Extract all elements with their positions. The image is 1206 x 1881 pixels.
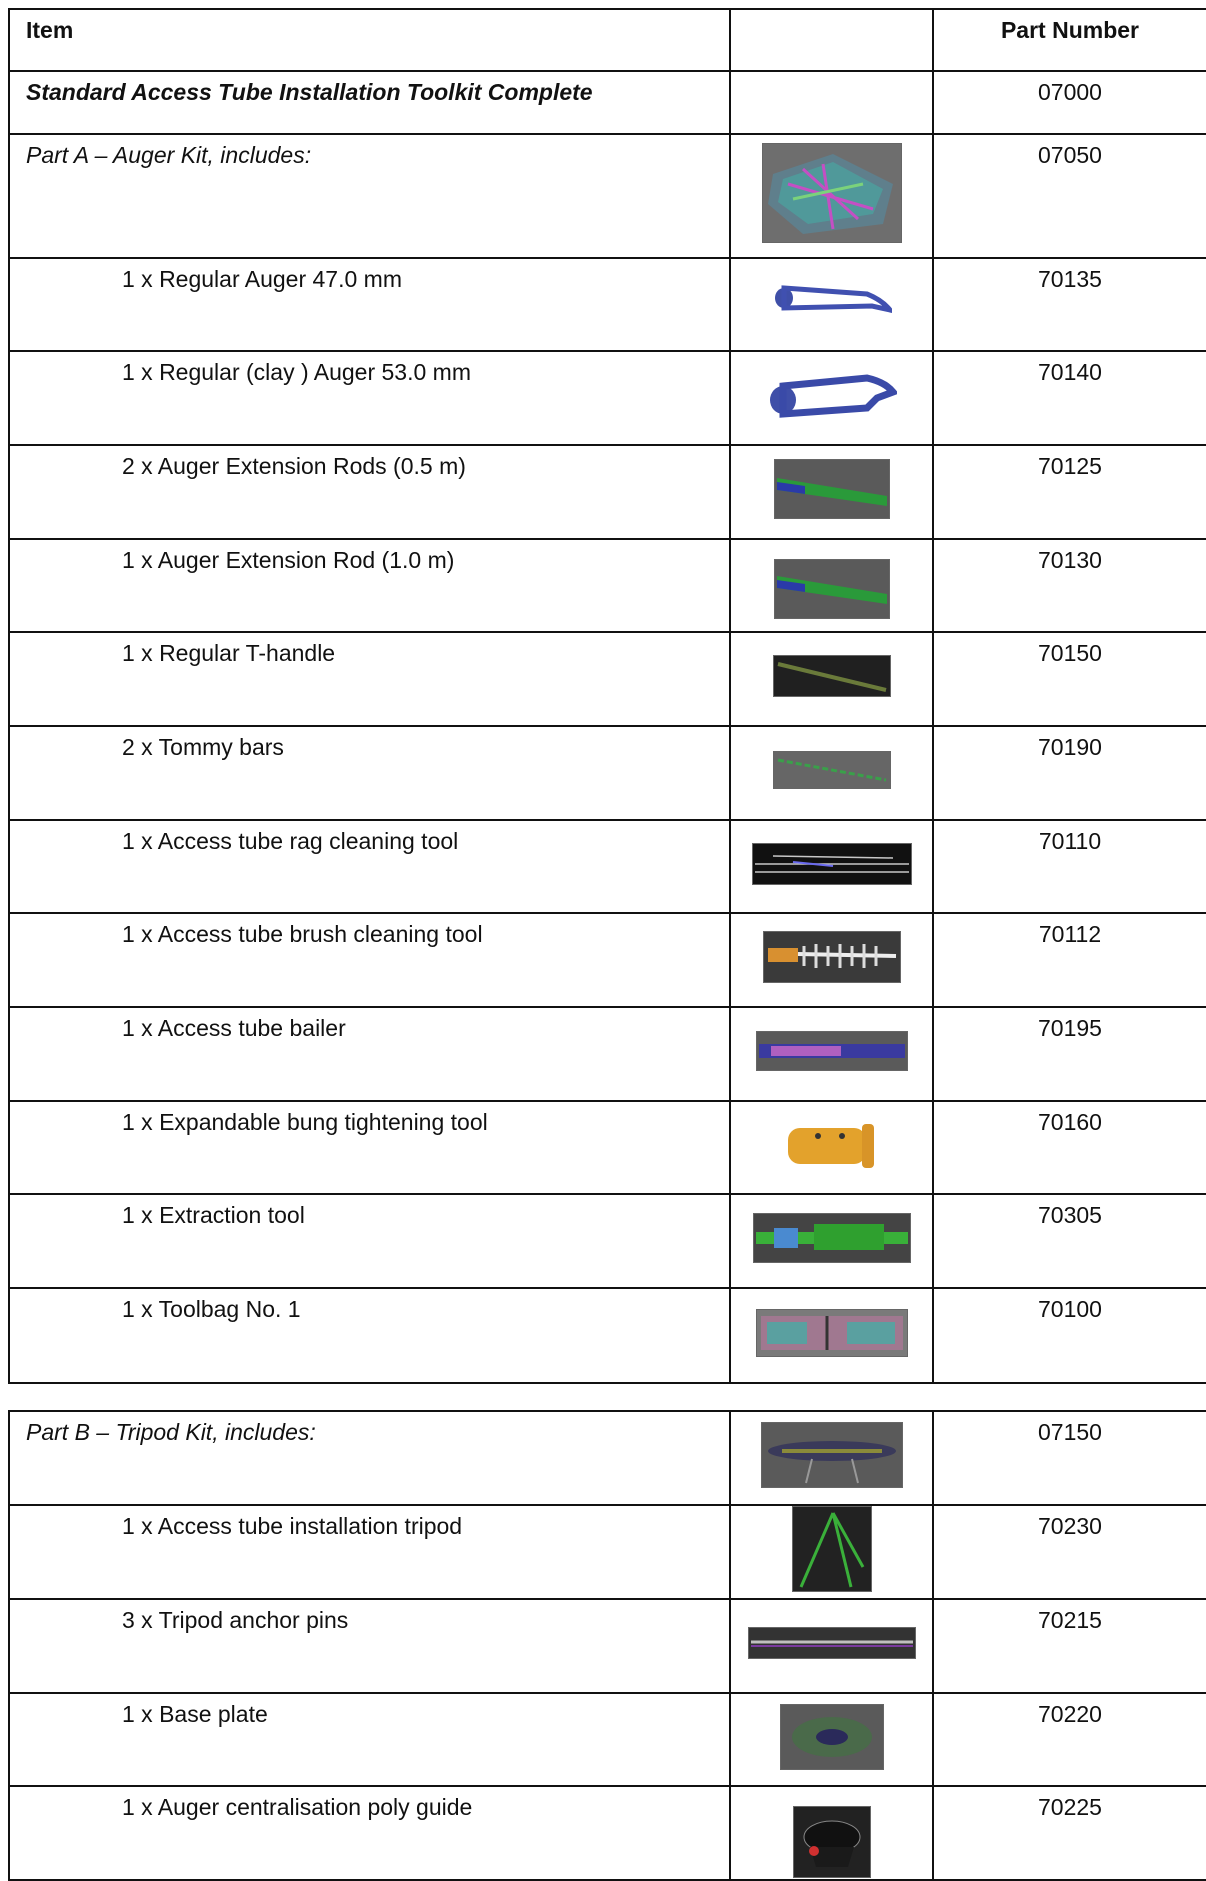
item-label: 1 x Toolbag No. 1 <box>9 1288 730 1383</box>
item-label: 3 x Tripod anchor pins <box>9 1599 730 1693</box>
item-part-number: 70100 <box>933 1288 1206 1383</box>
item-part-number: 70220 <box>933 1693 1206 1786</box>
item-image-cell <box>730 1505 933 1599</box>
item-label: 2 x Auger Extension Rods (0.5 m) <box>9 445 730 539</box>
item-image-cell <box>730 258 933 351</box>
item-part-number: 70305 <box>933 1194 1206 1288</box>
item-part-number: 70110 <box>933 820 1206 913</box>
table-row <box>9 726 1206 820</box>
item-image-cell <box>730 1288 933 1383</box>
item-label: 1 x Access tube brush cleaning tool <box>9 913 730 1007</box>
table-row <box>9 258 1206 351</box>
item-image-cell <box>730 1101 933 1194</box>
rag-cleaning-tool-image <box>752 843 912 885</box>
header-row <box>9 9 1206 71</box>
part-a-image-cell <box>730 134 933 258</box>
tripod-kit-image <box>761 1422 903 1488</box>
item-part-number: 70225 <box>933 1786 1206 1880</box>
complete-row <box>9 71 1206 134</box>
item-label: 1 x Base plate <box>9 1693 730 1786</box>
table-row <box>9 1007 1206 1101</box>
table-row <box>9 1786 1206 1880</box>
parts-table-a <box>8 8 1206 1384</box>
regular-auger-image <box>772 280 892 324</box>
part-b-part-number: 07150 <box>933 1411 1206 1505</box>
item-label: 1 x Auger centralisation poly guide <box>9 1786 730 1880</box>
brush-cleaning-tool-image <box>763 931 901 983</box>
part-a-row <box>9 134 1206 258</box>
item-label: 1 x Regular T-handle <box>9 632 730 726</box>
item-part-number: 70215 <box>933 1599 1206 1693</box>
item-label: 1 x Regular Auger 47.0 mm <box>9 258 730 351</box>
table-row <box>9 1599 1206 1693</box>
item-label: 1 x Auger Extension Rod (1.0 m) <box>9 539 730 632</box>
item-image-cell <box>730 913 933 1007</box>
item-label: 1 x Expandable bung tightening tool <box>9 1101 730 1194</box>
t-handle-image <box>773 655 891 697</box>
item-label: 1 x Extraction tool <box>9 1194 730 1288</box>
item-part-number: 70195 <box>933 1007 1206 1101</box>
item-part-number: 70125 <box>933 445 1206 539</box>
part-b-title: Part B – Tripod Kit, includes: <box>9 1411 730 1505</box>
table-row <box>9 1505 1206 1599</box>
bung-tightening-tool-image <box>784 1120 880 1170</box>
clay-auger-image <box>767 368 897 422</box>
header-blank <box>730 9 933 71</box>
part-b-row <box>9 1411 1206 1505</box>
item-part-number: 70160 <box>933 1101 1206 1194</box>
bailer-image <box>756 1031 908 1071</box>
item-part-number: 70150 <box>933 632 1206 726</box>
item-part-number: 70230 <box>933 1505 1206 1599</box>
auger-kit-image <box>762 143 902 243</box>
table-row <box>9 1194 1206 1288</box>
parts-table-b <box>8 1410 1206 1881</box>
complete-item: Standard Access Tube Installation Toolkit Complete <box>9 71 730 134</box>
extension-rod-image <box>774 559 890 619</box>
item-image-cell <box>730 820 933 913</box>
table-row <box>9 820 1206 913</box>
item-image-cell <box>730 1194 933 1288</box>
table-row <box>9 1101 1206 1194</box>
table-row <box>9 913 1206 1007</box>
item-part-number: 70190 <box>933 726 1206 820</box>
item-label: 1 x Regular (clay ) Auger 53.0 mm <box>9 351 730 445</box>
part-a-part-number: 07050 <box>933 134 1206 258</box>
item-image-cell <box>730 632 933 726</box>
part-b-image-cell <box>730 1411 933 1505</box>
base-plate-image <box>780 1704 884 1770</box>
tommy-bars-image <box>773 751 891 789</box>
header-item: Item <box>9 9 730 71</box>
table-row <box>9 1693 1206 1786</box>
item-image-cell <box>730 1786 933 1880</box>
item-image-cell <box>730 726 933 820</box>
item-image-cell <box>730 539 933 632</box>
item-part-number: 70140 <box>933 351 1206 445</box>
table-row <box>9 539 1206 632</box>
item-part-number: 70112 <box>933 913 1206 1007</box>
item-label: 2 x Tommy bars <box>9 726 730 820</box>
item-part-number: 70130 <box>933 539 1206 632</box>
tripod-image <box>792 1506 872 1592</box>
part-a-title: Part A – Auger Kit, includes: <box>9 134 730 258</box>
item-label: 1 x Access tube bailer <box>9 1007 730 1101</box>
header-part-number: Part Number <box>933 9 1206 71</box>
complete-part-number: 07000 <box>933 71 1206 134</box>
item-image-cell <box>730 1007 933 1101</box>
poly-guide-image <box>793 1806 871 1878</box>
anchor-pins-image <box>748 1627 916 1659</box>
complete-image-cell <box>730 71 933 134</box>
item-label: 1 x Access tube installation tripod <box>9 1505 730 1599</box>
item-image-cell <box>730 351 933 445</box>
item-label: 1 x Access tube rag cleaning tool <box>9 820 730 913</box>
item-part-number: 70135 <box>933 258 1206 351</box>
toolbag-image <box>756 1309 908 1357</box>
table-row <box>9 445 1206 539</box>
extension-rods-image <box>774 459 890 519</box>
table-row <box>9 1288 1206 1383</box>
table-row <box>9 351 1206 445</box>
table-row <box>9 632 1206 726</box>
item-image-cell <box>730 1693 933 1786</box>
item-image-cell <box>730 1599 933 1693</box>
extraction-tool-image <box>753 1213 911 1263</box>
item-image-cell <box>730 445 933 539</box>
